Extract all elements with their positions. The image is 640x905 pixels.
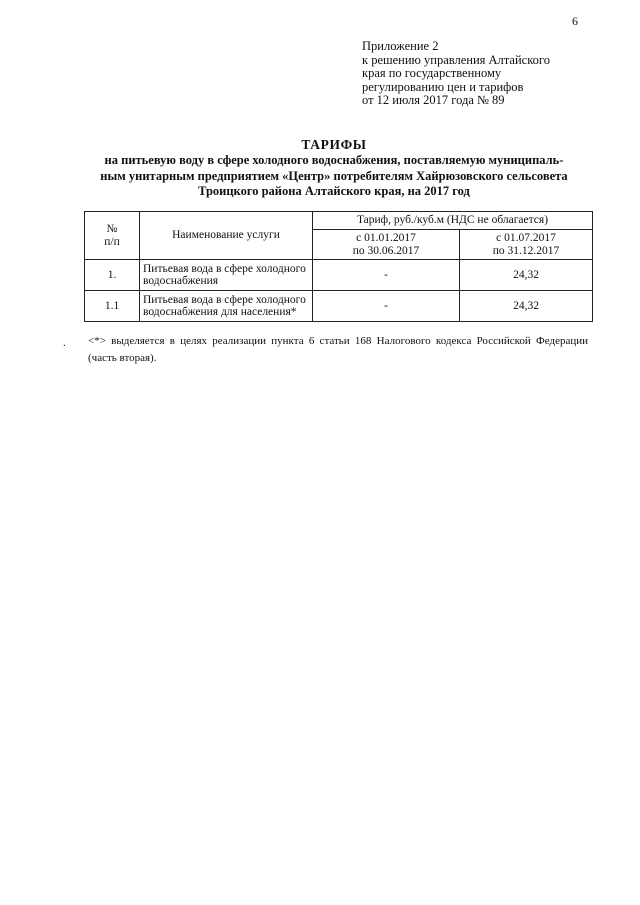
row-tariff-period-2: 24,32 xyxy=(460,260,593,291)
row-number: 1. xyxy=(85,260,140,291)
appendix-reference xyxy=(362,40,550,108)
appendix-line: края по государственному xyxy=(362,66,502,81)
header-number-symbol: № xyxy=(106,223,118,235)
document-heading xyxy=(70,137,598,200)
period-2-end: по 31.12.2017 xyxy=(492,244,560,257)
bullet-mark: . xyxy=(63,337,66,349)
header-period-2 xyxy=(460,230,593,260)
document-title: ТАРИФЫ xyxy=(301,137,367,152)
row-number: 1.1 xyxy=(85,291,140,322)
footnote-line-2: (часть вторая). xyxy=(88,352,157,364)
subtitle-line: Троицкого района Алтайского края, на 2017 год xyxy=(198,184,470,198)
header-period-1 xyxy=(313,230,460,260)
page-number: 6 xyxy=(572,14,578,28)
appendix-line: от 12 июля 2017 года № 89 xyxy=(362,93,505,108)
period-1-end: по 30.06.2017 xyxy=(352,244,420,257)
appendix-line: к решению управления Алтайского xyxy=(362,52,550,67)
document-subtitle xyxy=(70,153,598,200)
subtitle-line: ным унитарным предприятием «Центр» потребителям Хайрюзовского сельсовета xyxy=(100,168,568,183)
header-tariff-group: Тариф, руб./куб.м (НДС не облагается) xyxy=(313,212,593,230)
footnote-line-1: <*> выделяется в целях реализации пункта 6 статьи 168 Налогового кодекса Российской Федерации xyxy=(88,335,588,347)
row-service: Питьевая вода в сфере холодного водоснабжения xyxy=(140,260,313,291)
period-1-start: с 01.01.2017 xyxy=(356,232,416,244)
table-row xyxy=(85,260,593,291)
appendix-line: Приложение 2 xyxy=(362,39,439,53)
row-tariff-period-1: - xyxy=(313,291,460,322)
table-row xyxy=(85,291,593,322)
row-tariff-period-1: - xyxy=(313,260,460,291)
header-number-label: п/п xyxy=(104,235,120,248)
header-service: Наименование услуги xyxy=(140,212,313,260)
row-service: Питьевая вода в сфере холодного водоснабжения для населения* xyxy=(140,291,313,322)
header-number xyxy=(85,212,140,260)
row-tariff-period-2: 24,32 xyxy=(460,291,593,322)
appendix-line: регулированию цен и тарифов xyxy=(362,79,524,94)
period-2-start: с 01.07.2017 xyxy=(496,232,556,244)
tariff-table xyxy=(84,211,593,322)
subtitle-line: на питьевую воду в сфере холодного водоснабжения, поставляемую муниципаль- xyxy=(104,153,564,167)
